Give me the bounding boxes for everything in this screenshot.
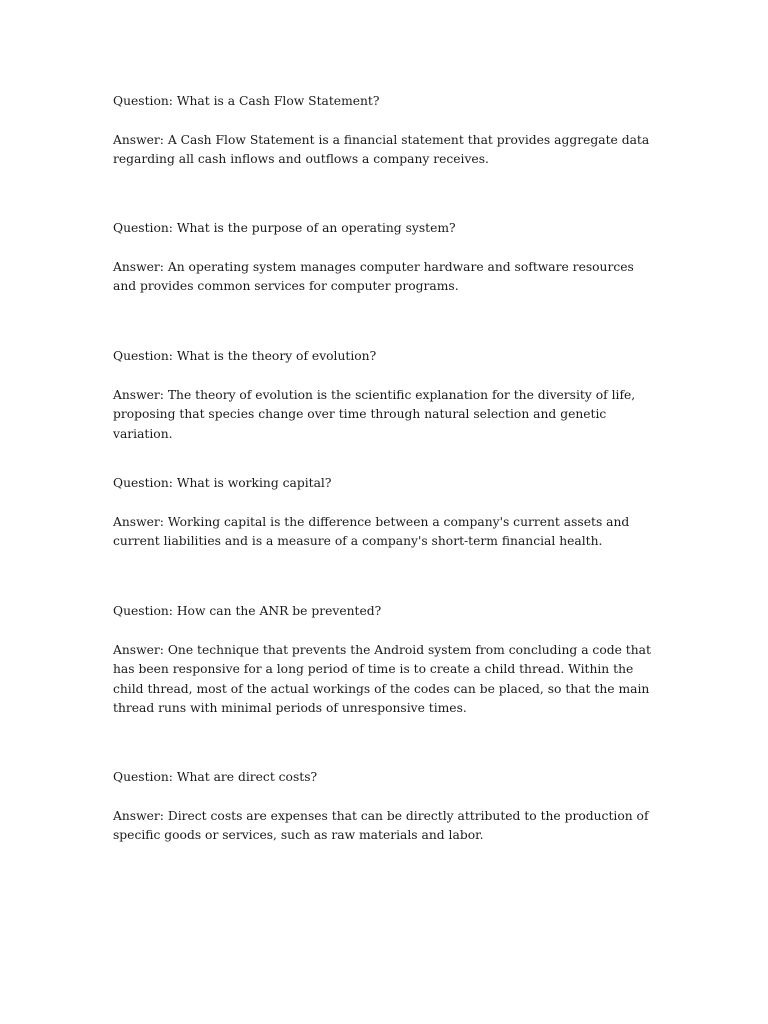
qa-block-anr-prevention: [113, 602, 658, 719]
answer-text: Answer: The theory of evolution is the scientific explanation for the diversity of life, proposing that species change over time through natural selection and genetic variation.: [113, 387, 636, 441]
answer-text: Answer: A Cash Flow Statement is a financial statement that provides aggregate data regarding all cash inflows and outflows a company receives.: [113, 132, 650, 166]
answer-text: Answer: Direct costs are expenses that can be directly attributed to the production of specific goods or services, such as raw materials and labor.: [113, 808, 649, 842]
question-text: Question: What are direct costs?: [113, 770, 318, 784]
answer-text: Answer: Working capital is the difference between a company's current assets and current liabilities and is a measure of a company's short-term financial health.: [113, 514, 630, 548]
answer-text: Answer: An operating system manages computer hardware and software resources and provides common services for computer programs.: [113, 259, 634, 293]
question-text: Question: What is a Cash Flow Statement?: [113, 94, 380, 108]
question-text: Question: What is the theory of evolution?: [113, 349, 377, 363]
qa-block-cash-flow-statement: [113, 92, 658, 170]
question-text: Question: How can the ANR be prevented?: [113, 604, 382, 618]
qa-block-operating-system: [113, 219, 658, 297]
qa-block-working-capital: [113, 474, 658, 552]
qa-block-theory-of-evolution: [113, 347, 658, 444]
qa-block-direct-costs: [113, 768, 658, 846]
answer-text: Answer: One technique that prevents the Android system from concluding a code that has been responsive for a long period of time is to create a child thread. Within the child thread, most of the actual workings of the codes can be placed, so that the main thread runs with minimal periods of unresponsive times.: [113, 642, 651, 715]
question-text: Question: What is the purpose of an operating system?: [113, 221, 456, 235]
question-text: Question: What is working capital?: [113, 476, 332, 490]
